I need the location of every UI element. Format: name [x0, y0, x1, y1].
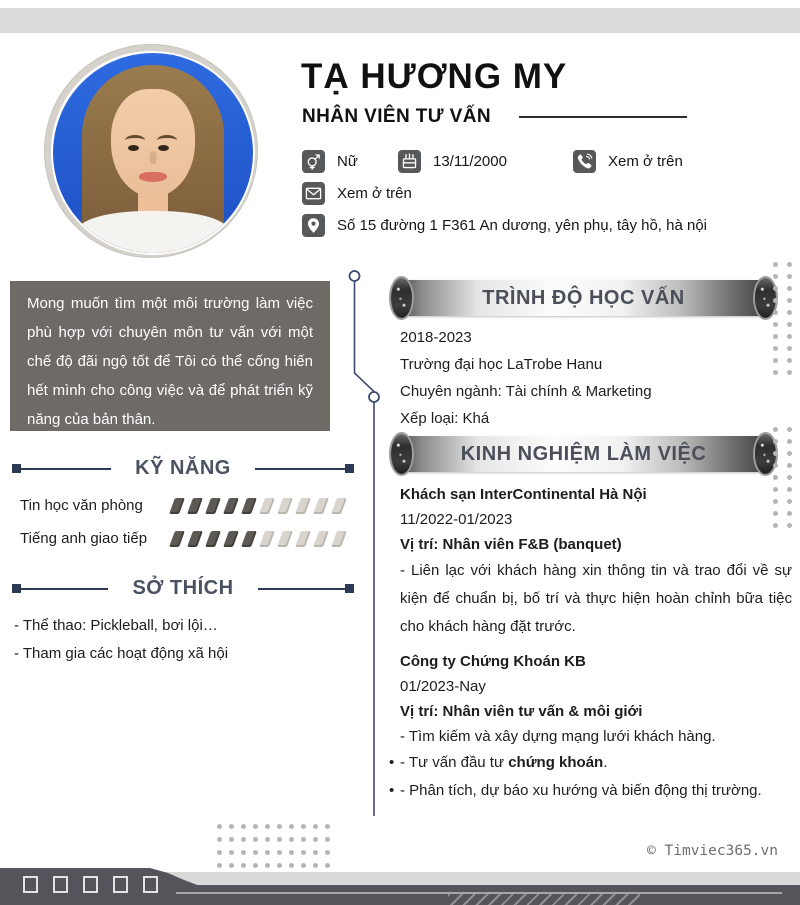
decor-dot	[265, 863, 270, 868]
decor-dot	[787, 370, 792, 375]
photo-lips	[139, 172, 167, 182]
header-square-right	[345, 584, 354, 593]
skill-level-segment	[277, 531, 293, 547]
skill-level-segment	[295, 531, 311, 547]
skill-level-segment	[223, 498, 239, 514]
hobby-item: - Tham gia các hoạt động xã hội	[14, 645, 229, 662]
decor-dot	[773, 475, 778, 480]
decor-dot	[253, 850, 258, 855]
job-title-row	[302, 106, 687, 128]
contact-birthday	[398, 150, 507, 173]
decor-dot	[325, 850, 330, 855]
decor-dot	[787, 523, 792, 528]
phone-icon	[573, 150, 596, 173]
decor-dot	[301, 863, 306, 868]
decor-dot	[787, 286, 792, 291]
footer-square	[113, 876, 128, 893]
job-title: NHÂN VIÊN TƯ VẤN	[302, 106, 491, 127]
skill-level-segment	[187, 531, 203, 547]
decor-dot	[313, 824, 318, 829]
decor-dot	[289, 824, 294, 829]
decor-dot	[325, 824, 330, 829]
footer-hatch-pattern	[448, 894, 640, 905]
decor-dot	[289, 850, 294, 855]
hobbies-list	[14, 612, 228, 668]
skill-level-segment	[187, 498, 203, 514]
decor-dot	[265, 824, 270, 829]
decor-dot	[773, 463, 778, 468]
decor-dot	[773, 334, 778, 339]
decor-dot	[787, 487, 792, 492]
decor-dot	[229, 850, 234, 855]
skill-level-bars	[172, 498, 344, 514]
job-block	[400, 482, 792, 641]
footer-square	[83, 876, 98, 893]
contact-gender	[302, 150, 358, 173]
address-value: Số 15 đường 1 F361 An dương, yên phụ, tây hồ, hà nội	[337, 217, 708, 234]
decor-dot	[241, 837, 246, 842]
banner-left-cap	[391, 278, 412, 318]
decor-dot	[773, 310, 778, 315]
birthday-value: 13/11/2000	[433, 153, 507, 170]
contact-info	[302, 150, 788, 246]
experience-section-banner	[395, 436, 772, 472]
decor-dot	[787, 310, 792, 315]
top-gray-band	[0, 8, 800, 33]
decor-dot	[217, 863, 222, 868]
skill-level-segment	[331, 498, 347, 514]
job-company: Khách sạn InterContinental Hà Nội	[400, 486, 647, 503]
candidate-name: TẠ HƯƠNG MY	[301, 57, 568, 96]
education-school: Trường đại học LaTrobe Hanu	[400, 356, 603, 373]
header-square-left	[12, 464, 21, 473]
gender-value: Nữ	[337, 153, 358, 170]
profile-photo-image	[51, 51, 255, 255]
profile-photo	[45, 45, 257, 257]
decor-dot	[773, 358, 778, 363]
job-period: 01/2023-Nay	[400, 678, 486, 695]
decor-dot	[773, 286, 778, 291]
education-section-banner	[395, 280, 772, 316]
decor-dot	[229, 824, 234, 829]
decor-dots-experience	[773, 427, 792, 528]
title-divider-line	[519, 116, 687, 118]
decor-dots-footer	[217, 824, 330, 868]
decor-dot	[773, 439, 778, 444]
decor-dot	[253, 824, 258, 829]
decor-dot	[773, 274, 778, 279]
cake-icon	[398, 150, 421, 173]
header-line-left	[21, 468, 111, 470]
job-company: Công ty Chứng Khoán KB	[400, 653, 586, 670]
decor-dot	[787, 346, 792, 351]
decor-dot	[773, 427, 778, 432]
phone-value: Xem ở trên	[608, 153, 683, 170]
copyright-watermark: © Timviec365.vn	[647, 843, 778, 859]
photo-sweater	[77, 211, 229, 255]
decor-dot	[787, 511, 792, 516]
objective-box: Mong muốn tìm một môi trường làm việc phù hợp với chuyên môn tư vấn với một chế độ đãi ngộ tốt để Tôi có thể cống hiến hết mình cho công việc và để phát triển kỹ năng của bản thân.	[10, 281, 330, 431]
contact-phone	[573, 150, 683, 173]
decor-dot	[773, 487, 778, 492]
skill-row	[20, 489, 354, 522]
decor-dot	[787, 358, 792, 363]
skill-label: Tiếng anh giao tiếp	[20, 530, 148, 547]
hobbies-heading: SỞ THÍCH	[132, 577, 234, 599]
decor-dot	[301, 824, 306, 829]
decor-dot	[773, 511, 778, 516]
job-position: Vị trí: Nhân viên tư vấn & môi giới	[400, 703, 643, 720]
education-body	[400, 324, 780, 432]
decor-dot	[217, 824, 222, 829]
experience-body	[400, 482, 792, 805]
decor-dot	[265, 837, 270, 842]
experience-heading: KINH NGHIỆM LÀM VIỆC	[460, 442, 707, 465]
skill-label: Tin học văn phòng	[20, 497, 143, 514]
hobbies-section-header	[12, 577, 354, 600]
job-detail-bullet: • - Phân tích, dự báo xu hướng và biến động thị trường.	[400, 777, 792, 805]
decor-dot	[229, 837, 234, 842]
decor-dot	[277, 824, 282, 829]
skills-list	[20, 489, 354, 555]
skill-level-segment	[169, 531, 185, 547]
job-period: 11/2022-01/2023	[400, 511, 513, 528]
hobby-item: - Thể thao: Pickleball, bơi lội…	[14, 617, 218, 634]
education-period: 2018-2023	[400, 329, 472, 346]
decor-dot	[289, 837, 294, 842]
decor-dot	[787, 499, 792, 504]
decor-dot	[313, 863, 318, 868]
footer-square	[23, 876, 38, 893]
decor-dot	[301, 850, 306, 855]
skills-heading: KỸ NĂNG	[135, 457, 231, 479]
skill-level-segment	[205, 498, 221, 514]
skill-level-segment	[259, 498, 275, 514]
decor-dot	[773, 262, 778, 267]
skill-level-segment	[205, 531, 221, 547]
decor-dot	[277, 837, 282, 842]
decor-dot	[787, 475, 792, 480]
detail-text: .	[603, 754, 608, 771]
skill-level-segment	[295, 498, 311, 514]
skill-row	[20, 522, 354, 555]
footer-square	[53, 876, 68, 893]
decor-dot	[787, 451, 792, 456]
decor-dot	[241, 863, 246, 868]
decor-dot	[277, 850, 282, 855]
email-icon	[302, 182, 325, 205]
skills-section-header	[12, 457, 354, 480]
skill-level-segment	[313, 498, 329, 514]
job-detail-bullet	[400, 749, 792, 777]
job-position: Vị trí: Nhân viên F&B (banquet)	[400, 536, 622, 553]
decor-dot	[787, 463, 792, 468]
photo-nose	[150, 151, 157, 164]
decor-dot	[253, 837, 258, 842]
decor-dot	[313, 850, 318, 855]
decor-dot	[773, 499, 778, 504]
skill-level-segment	[241, 531, 257, 547]
footer-square	[143, 876, 158, 893]
skill-level-segment	[259, 531, 275, 547]
gender-icon	[302, 150, 325, 173]
education-grade: Xếp loại: Khá	[400, 410, 490, 427]
decor-dot	[773, 451, 778, 456]
header-square-left	[12, 584, 21, 593]
decor-dot	[301, 837, 306, 842]
decor-dot	[787, 322, 792, 327]
email-value: Xem ở trên	[337, 185, 412, 202]
photo-eye	[128, 145, 139, 151]
decor-dot	[787, 427, 792, 432]
detail-bold-text: chứng khoán	[508, 754, 604, 771]
decor-dot	[241, 850, 246, 855]
education-heading: TRÌNH ĐỘ HỌC VẤN	[482, 286, 685, 309]
decor-dot	[773, 346, 778, 351]
decor-dot	[787, 274, 792, 279]
contact-address	[302, 214, 707, 237]
job-detail: - Liên lạc với khách hàng xin thông tin và trao đổi về sự kiện để chuẩn bị, bố trí và thực hiện hoàn chỉnh bữa tiệc cho khách hàng đặt trước.	[400, 562, 792, 635]
skill-level-bars	[172, 531, 344, 547]
header-line-right	[255, 468, 345, 470]
decor-dot	[325, 837, 330, 842]
skill-level-segment	[331, 531, 347, 547]
decor-dot	[787, 298, 792, 303]
location-icon	[302, 214, 325, 237]
decor-dot	[773, 322, 778, 327]
education-major: Chuyên ngành: Tài chính & Marketing	[400, 383, 652, 400]
skill-level-segment	[241, 498, 257, 514]
job-detail: - Tìm kiếm và xây dựng mạng lưới khách hàng.	[400, 728, 716, 745]
header-square-right	[345, 464, 354, 473]
decor-dot	[253, 863, 258, 868]
decor-dot	[773, 298, 778, 303]
decor-dot	[289, 863, 294, 868]
decor-dot	[325, 863, 330, 868]
decor-dot	[787, 262, 792, 267]
detail-text: - Tư vấn đầu tư	[400, 754, 509, 771]
contact-email	[302, 182, 412, 205]
decor-dot	[787, 439, 792, 444]
decor-dot	[217, 837, 222, 842]
skill-level-segment	[313, 531, 329, 547]
decor-dot	[773, 523, 778, 528]
header-line-left	[21, 588, 108, 590]
photo-eye	[158, 145, 169, 151]
header-line-right	[258, 588, 345, 590]
decor-dot	[313, 837, 318, 842]
skill-level-segment	[277, 498, 293, 514]
decor-dot	[265, 850, 270, 855]
decor-dot	[277, 863, 282, 868]
banner-left-cap	[391, 434, 412, 474]
job-block	[400, 649, 792, 805]
skill-level-segment	[169, 498, 185, 514]
decor-dot	[217, 850, 222, 855]
decor-dot	[229, 863, 234, 868]
decor-dot	[241, 824, 246, 829]
decor-dot	[773, 370, 778, 375]
skill-level-segment	[223, 531, 239, 547]
decor-dot	[787, 334, 792, 339]
decor-dots-education	[773, 262, 792, 375]
